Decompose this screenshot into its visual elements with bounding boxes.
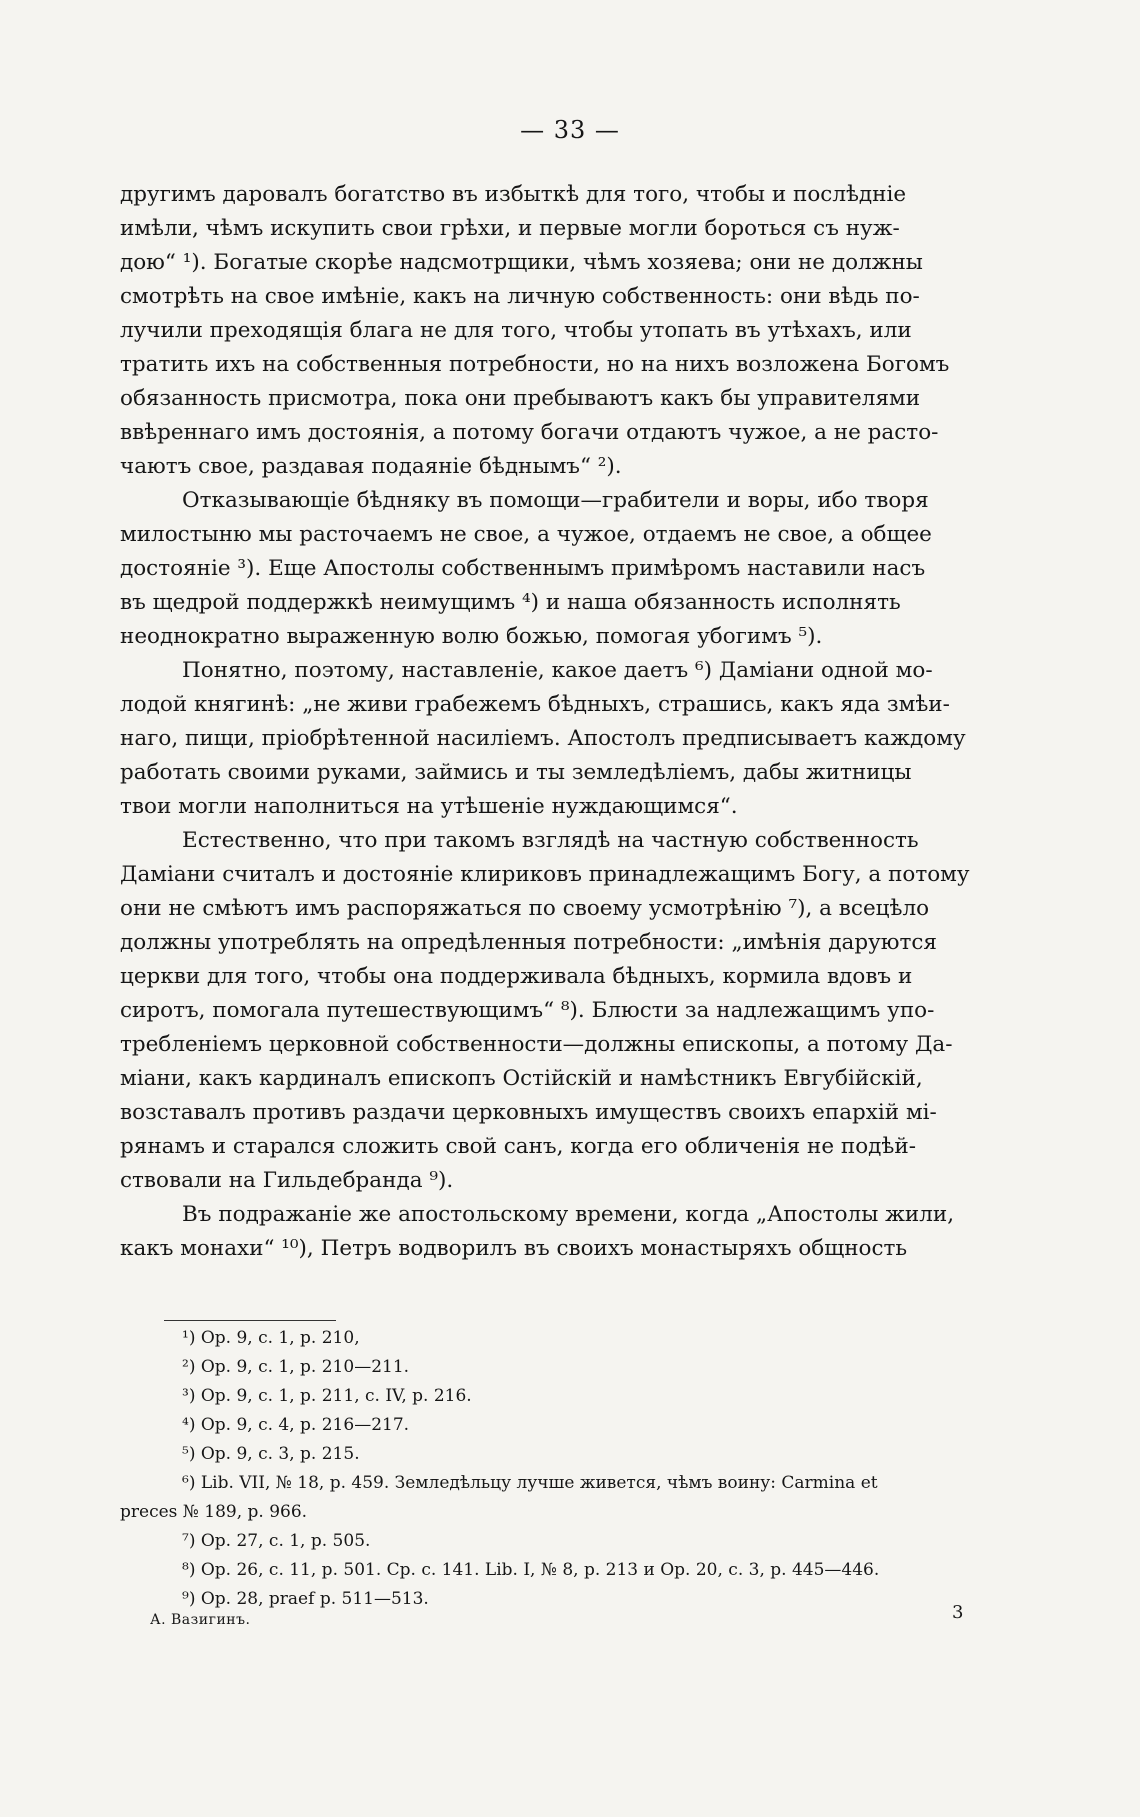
footnote-line: ⁸) Op. 26, c. 11, p. 501. Cp. c. 141. Lib. I, № 8, p. 213 и Op. 20, c. 3, p. 445—446. — [182, 1560, 880, 1580]
text-line: тратить ихъ на собственныя потребности, но на нихъ возложена Богомъ — [120, 352, 950, 377]
text-line: въ щедрой поддержкѣ неимущимъ ⁴) и наша обязанность исполнять — [120, 590, 901, 615]
text-line: должны употреблять на опредѣленныя потребности: „имѣнія даруются — [120, 930, 937, 955]
text-line: работать своими руками, займись и ты земледѣліемъ, дабы житницы — [120, 760, 912, 785]
text-line: достояніе ³). Еще Апостолы собственнымъ примѣромъ наставили насъ — [120, 556, 926, 581]
text-line: другимъ даровалъ богатство въ избыткѣ для того, чтобы и послѣдніе — [120, 182, 907, 207]
text-line: сиротъ, помогала путешествующимъ“ ⁸). Блюсти за надлежащимъ упо- — [120, 998, 935, 1023]
text-line: Понятно, поэтому, наставленіе, какое даетъ ⁶) Даміани одной мо- — [182, 658, 933, 683]
text-line: Отказывающіе бѣдняку въ помощи—грабители и воры, ибо творя — [182, 488, 929, 513]
body-text — [120, 178, 1020, 1266]
text-line: ввѣреннаго имъ достоянія, а потому богачи отдаютъ чужое, а не расто- — [120, 420, 939, 445]
text-line: они не смѣютъ имъ распоряжаться по своему усмотрѣнію ⁷), а всецѣло — [120, 896, 930, 921]
text-line: дою“ ¹). Богатые скорѣе надсмотрщики, чѣмъ хозяева; они не должны — [120, 250, 923, 275]
text-line: возставалъ противъ раздачи церковныхъ имуществъ своихъ епархій мі- — [120, 1100, 937, 1125]
text-line: лодой княгинѣ: „не живи грабежемъ бѣдныхъ, страшись, какъ яда змѣи- — [120, 692, 950, 717]
page-number: — 33 — — [520, 116, 620, 144]
footnote-line: ²) Op. 9, c. 1, p. 210—211. — [182, 1357, 410, 1377]
footnote-line: ⁹) Op. 28, praef p. 511—513. — [182, 1589, 429, 1609]
footnotes — [120, 1324, 1020, 1614]
footnote-line: ⁷) Op. 27, c. 1, p. 505. — [182, 1531, 371, 1551]
footnote-line: preces № 189, p. 966. — [120, 1502, 308, 1522]
text-line: рянамъ и старался сложить свой санъ, когда его обличенія не подѣй- — [120, 1134, 916, 1159]
sheet-number: 3 — [952, 1602, 964, 1623]
text-line: Въ подражаніе же апостольскому времени, когда „Апостолы жили, — [182, 1202, 955, 1227]
footnote-line: ⁵) Op. 9, c. 3, p. 215. — [182, 1444, 360, 1464]
text-line: чаютъ свое, раздавая подаяніе бѣднымъ“ ²). — [120, 454, 622, 479]
text-line: милостыню мы расточаемъ не свое, а чужое, отдаемъ не свое, а общее — [120, 522, 932, 547]
signature-mark: А. Вазигинъ. — [150, 1612, 251, 1628]
text-line: твои могли наполниться на утѣшеніе нуждающимся“. — [120, 794, 738, 819]
text-line: наго, пищи, пріобрѣтенной насиліемъ. Апостолъ предписываетъ каждому — [120, 726, 966, 751]
text-line: лучили преходящія блага не для того, чтобы утопать въ утѣхахъ, или — [120, 318, 912, 343]
footnote-line: ⁶) Lib. VII, № 18, p. 459. Земледѣльцу лучше живется, чѣмъ воину: Carmina et — [182, 1473, 878, 1493]
text-line: смотрѣть на свое имѣніе, какъ на личную собственность: они вѣдь по- — [120, 284, 920, 309]
text-line: Естественно, что при такомъ взглядѣ на частную собственность — [182, 828, 919, 853]
footnote-line: ³) Op. 9, c. 1, p. 211, c. IV, p. 216. — [182, 1386, 472, 1406]
text-line: церкви для того, чтобы она поддерживала бѣдныхъ, кормила вдовъ и — [120, 964, 913, 989]
text-line: имѣли, чѣмъ искупить свои грѣхи, и первые могли бороться съ нуж- — [120, 216, 900, 241]
text-line: міани, какъ кардиналъ епископъ Остійскій и намѣстникъ Евгубійскій, — [120, 1066, 923, 1091]
text-line: ствовали на Гильдебранда ⁹). — [120, 1168, 454, 1193]
text-line: обязанность присмотра, пока они пребываютъ какъ бы управителями — [120, 386, 921, 411]
text-line: Даміани считалъ и достояніе клириковъ принадлежащимъ Богу, а потому — [120, 862, 970, 887]
footnote-rule — [164, 1320, 336, 1321]
text-line: неоднократно выраженную волю божью, помогая убогимъ ⁵). — [120, 624, 823, 649]
text-line: требленіемъ церковной собственности—должны епископы, а потому Да- — [120, 1032, 953, 1057]
text-line: какъ монахи“ ¹⁰), Петръ водворилъ въ своихъ монастыряхъ общность — [120, 1236, 908, 1261]
footnote-line: ⁴) Op. 9, c. 4, p. 216—217. — [182, 1415, 410, 1435]
footnote-line: ¹) Op. 9, c. 1, p. 210, — [182, 1328, 360, 1348]
